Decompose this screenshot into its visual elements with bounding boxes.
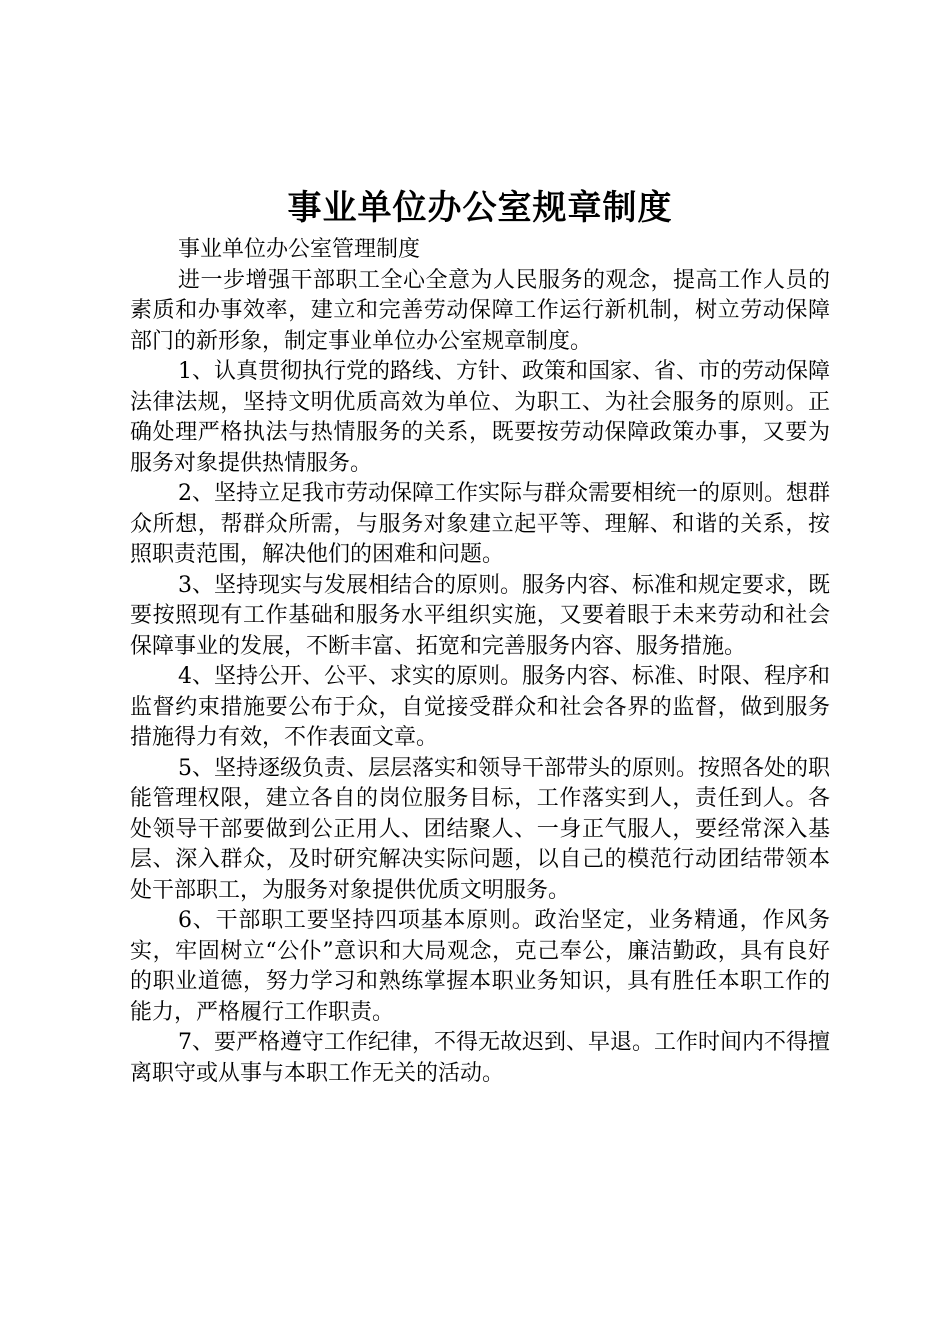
document-title: 事业单位办公室规章制度: [287, 188, 673, 228]
paragraph-rule-6: 6、干部职工要坚持四项基本原则。政治坚定，业务精通，作风务实，牢固树立“公仆”意识和大局观念，克己奉公，廉洁勤政，具有良好的职业道德，努力学习和熟练掌握本职业务知识，具有胜任本职工作的能力，严格履行工作职责。: [130, 908, 830, 1025]
document-page: [130, 185, 830, 1089]
paragraph-rule-3: 3、坚持现实与发展相结合的原则。服务内容、标准和规定要求，既要按照现有工作基础和服务水平组织实施，又要着眼于未来劳动和社会保障事业的发展，不断丰富、拓宽和完善服务内容、服务措施。: [130, 572, 830, 659]
paragraph-subtitle: 事业单位办公室管理制度: [178, 237, 421, 262]
paragraph-rule-2: 2、坚持立足我市劳动保障工作实际与群众需要相统一的原则。想群众所想，帮群众所需，与服务对象建立起平等、理解、和谐的关系，按照职责范围，解决他们的困难和问题。: [130, 481, 830, 567]
paragraph-rule-4: 4、坚持公开、公平、求实的原则。服务内容、标准、时限、程序和监督约束措施要公布于众，自觉接受群众和社会各界的监督，做到服务措施得力有效，不作表面文章。: [130, 664, 830, 750]
paragraph-rule-7: 7、要严格遵守工作纪律，不得无故迟到、早退。工作时间内不得擅离职守或从事与本职工作无关的活动。: [130, 1030, 830, 1086]
paragraph-intro: 进一步增强干部职工全心全意为人民服务的观念，提高工作人员的素质和办事效率，建立和完善劳动保障工作运行新机制，树立劳动保障部门的新形象，制定事业单位办公室规章制度。: [130, 267, 830, 354]
paragraph-rule-1: 1、认真贯彻执行党的路线、方针、政策和国家、省、市的劳动保障法律法规，坚持文明优质高效为单位、为职工、为社会服务的原则。正确处理严格执法与热情服务的关系，既要按劳动保障政策办事，又要为服务对象提供热情服务。: [130, 359, 830, 476]
paragraph-rule-5: 5、坚持逐级负责、层层落实和领导干部带头的原则。按照各处的职能管理权限，建立各自的岗位服务目标，工作落实到人，责任到人。各处领导干部要做到公正用人、团结聚人、一身正气服人，要经常深入基层、深入群众，及时研究解决实际问题，以自己的模范行动团结带领本处干部职工，为服务对象提供优质文明服务。: [130, 755, 830, 903]
